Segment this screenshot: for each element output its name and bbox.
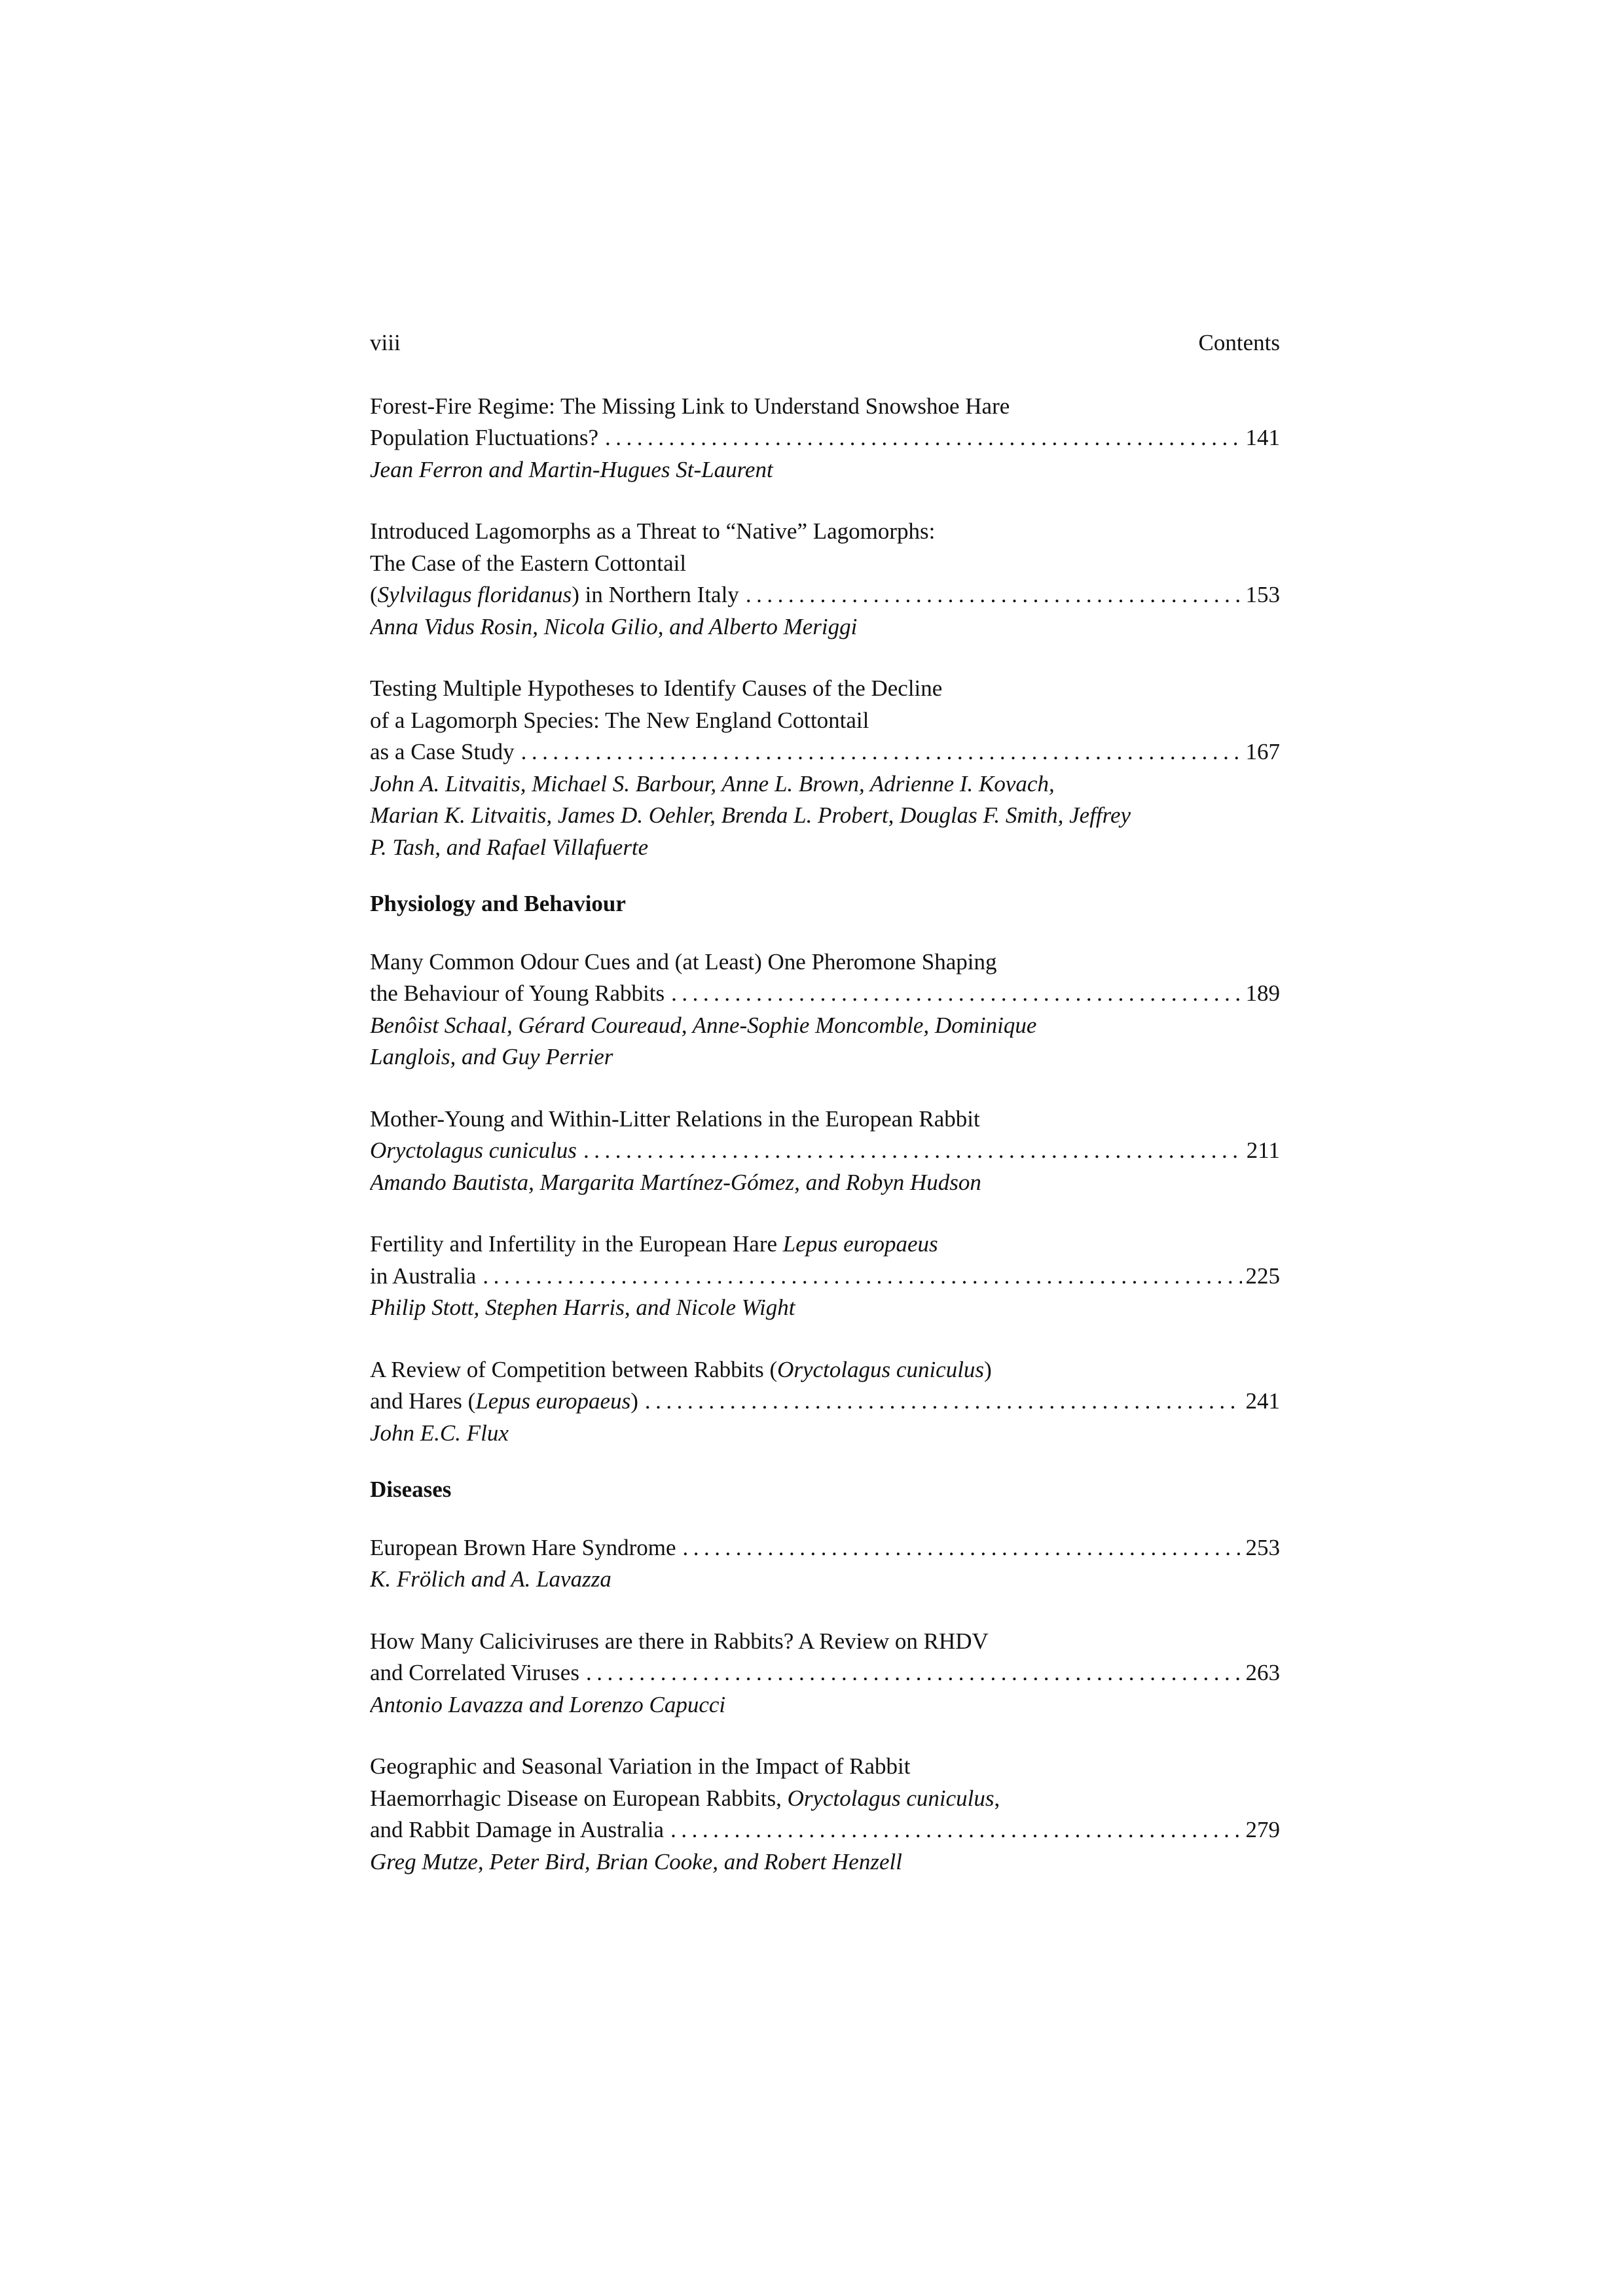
entry-title-line: Mother-Young and Within-Litter Relations in the European Rabbit (370, 1105, 980, 1132)
page-number: 189 (1245, 980, 1280, 1006)
page-number: 241 (1245, 1388, 1280, 1414)
page-number: 253 (1245, 1534, 1280, 1560)
entry-title-end: and Hares (Lepus europaeus) (370, 1388, 638, 1414)
toc-entry[interactable] (370, 1103, 1280, 1199)
entry-leader-line (370, 1532, 1280, 1564)
species-name: Sylvilagus floridanus (377, 582, 572, 607)
entry-authors: John A. Litvaitis, Michael S. Barbour, Anne L. Brown, Adrienne I. Kovach, (370, 770, 1055, 797)
species-name: Oryctolagus cuniculus (777, 1356, 985, 1382)
entry-leader-line (370, 736, 1280, 768)
toc-entry[interactable] (370, 516, 1280, 643)
toc-entry[interactable] (370, 1751, 1280, 1878)
running-header (370, 327, 1280, 359)
section-heading-physiology: Physiology and Behaviour (370, 891, 626, 916)
entry-title-end: Population Fluctuations? (370, 425, 599, 450)
page-number: 141 (1245, 425, 1280, 450)
toc-entry[interactable] (370, 1626, 1280, 1721)
contents-page (370, 327, 1280, 1908)
species-name: Oryctolagus cuniculus (370, 1138, 577, 1163)
entry-title-end: the Behaviour of Young Rabbits (370, 980, 665, 1006)
entry-leader-line (370, 1657, 1280, 1689)
dot-leader (670, 1814, 1241, 1846)
entry-authors: Langlois, and Guy Perrier (370, 1044, 613, 1069)
toc-entry[interactable] (370, 1354, 1280, 1450)
entry-title-line: Geographic and Seasonal Variation in the Impact of Rabbit (370, 1753, 911, 1779)
entry-title-line: A Review of Competition between Rabbits (Oryctolagus cuniculus) (370, 1356, 992, 1382)
entry-title-line: Many Common Odour Cues and (at Least) One Pheromone Shaping (370, 948, 997, 975)
entry-title-line: Haemorrhagic Disease on European Rabbits, Oryctolagus cuniculus, (370, 1785, 1000, 1811)
toc-entry[interactable] (370, 673, 1280, 863)
entry-authors: John E.C. Flux (370, 1420, 509, 1446)
entry-authors: K. Frölich and A. Lavazza (370, 1566, 611, 1592)
page-number: 263 (1245, 1660, 1280, 1685)
page-number: 211 (1246, 1138, 1280, 1163)
entry-title-end (370, 1135, 577, 1167)
species-name: Oryctolagus cuniculus (787, 1785, 994, 1811)
running-title: Contents (1198, 330, 1280, 355)
entry-leader-line (370, 1135, 1280, 1167)
dot-leader (521, 736, 1242, 768)
dot-leader (683, 1532, 1242, 1564)
page-number: 279 (1245, 1817, 1280, 1842)
dot-leader (671, 978, 1241, 1010)
entry-leader-line (370, 1386, 1280, 1418)
page-number: 225 (1245, 1263, 1280, 1289)
entry-title-line: How Many Caliciviruses are there in Rabbits? A Review on RHDV (370, 1628, 989, 1654)
toc-entry[interactable] (370, 1532, 1280, 1596)
entry-title-end: (Sylvilagus floridanus) in Northern Italy (370, 582, 739, 607)
entry-leader-line (370, 978, 1280, 1010)
page-number: 167 (1245, 739, 1280, 764)
entry-authors: Greg Mutze, Peter Bird, Brian Cooke, and Robert Henzell (370, 1848, 902, 1874)
entry-authors: Amando Bautista, Margarita Martínez-Gómez, and Robyn Hudson (370, 1169, 981, 1195)
toc-entry[interactable] (370, 946, 1280, 1073)
entry-leader-line (370, 422, 1280, 454)
species-name: Lepus europaeus (475, 1388, 631, 1414)
section-heading-diseases: Diseases (370, 1477, 452, 1502)
entry-authors: Jean Ferron and Martin-Hugues St-Laurent (370, 456, 773, 482)
dot-leader (583, 1135, 1243, 1167)
entry-authors: Philip Stott, Stephen Harris, and Nicole Wight (370, 1295, 795, 1320)
page-folio: viii (370, 330, 401, 355)
page-number: 153 (1245, 582, 1280, 607)
dot-leader (645, 1386, 1242, 1418)
entry-authors: Antonio Lavazza and Lorenzo Capucci (370, 1691, 726, 1717)
entry-title-line: Forest-Fire Regime: The Missing Link to Understand Snowshoe Hare (370, 393, 1010, 419)
entry-authors: Benôist Schaal, Gérard Coureaud, Anne-Sophie Moncomble, Dominique (370, 1012, 1037, 1038)
entry-title-end: as a Case Study (370, 739, 515, 764)
entry-title-line: Testing Multiple Hypotheses to Identify Causes of the Decline (370, 675, 943, 701)
toc-entry[interactable] (370, 391, 1280, 486)
dot-leader (586, 1657, 1242, 1689)
entry-authors: Marian K. Litvaitis, James D. Oehler, Brenda L. Probert, Douglas F. Smith, Jeffrey (370, 802, 1131, 828)
dot-leader (605, 422, 1241, 454)
entry-authors: Anna Vidus Rosin, Nicola Gilio, and Alberto Meriggi (370, 613, 858, 639)
entry-leader-line (370, 579, 1280, 611)
entry-leader-line (370, 1814, 1280, 1846)
entry-leader-line (370, 1261, 1280, 1293)
entry-title-line: Introduced Lagomorphs as a Threat to “Native” Lagomorphs: (370, 518, 936, 544)
entry-title-line: Fertility and Infertility in the European Hare Lepus europaeus (370, 1231, 938, 1257)
entry-title-end: in Australia (370, 1263, 477, 1289)
toc-entry[interactable] (370, 1229, 1280, 1324)
dot-leader (483, 1261, 1241, 1293)
entry-title-end: and Correlated Viruses (370, 1660, 579, 1685)
entry-title-end: and Rabbit Damage in Australia (370, 1817, 665, 1842)
entry-title-line: The Case of the Eastern Cottontail (370, 550, 687, 576)
entry-title-end: European Brown Hare Syndrome (370, 1534, 676, 1560)
species-name: Lepus europaeus (782, 1231, 938, 1257)
entry-title-line: of a Lagomorph Species: The New England Cottontail (370, 707, 869, 733)
dot-leader (746, 579, 1242, 611)
entry-authors: P. Tash, and Rafael Villafuerte (370, 834, 649, 860)
